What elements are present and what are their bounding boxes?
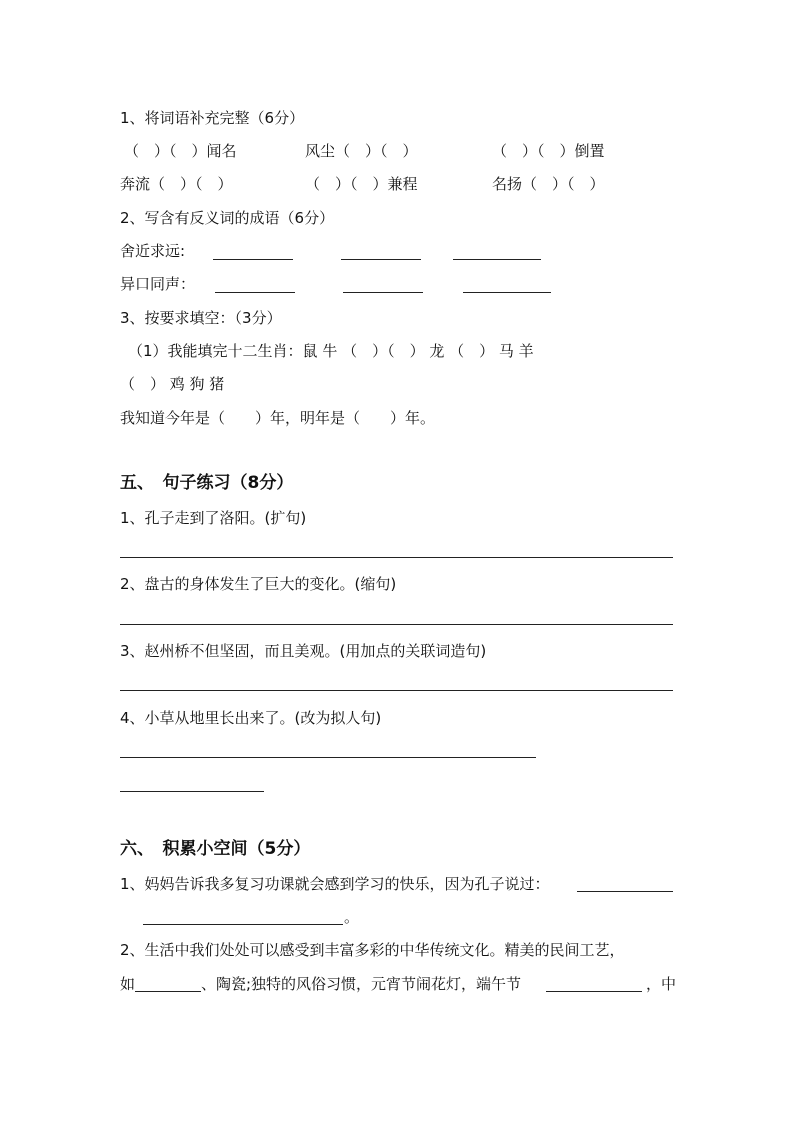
sec6-item-2-b2: 、陶瓷;独特的风俗习惯，元宵节闹花灯，端午节	[201, 975, 522, 993]
sec6-item-2-b1: 如	[120, 975, 136, 993]
q1-blank-3[interactable]: （ ）（ ）倒置	[492, 142, 605, 160]
section-5-heading: 五、 句子练习（8分）	[120, 473, 294, 493]
sec6-answer-1b[interactable]	[143, 924, 343, 925]
q2-answer-1[interactable]	[213, 259, 293, 260]
q2-answer-2[interactable]	[341, 259, 421, 260]
q2-row2-label: 异口同声：	[120, 275, 196, 293]
q3-line3: 我知道今年是（ ）年，明年是（ ）年。	[120, 409, 436, 427]
q2-answer-3[interactable]	[453, 259, 541, 260]
sec6-answer-1a[interactable]	[577, 891, 673, 892]
q1-blank-2[interactable]: 风尘（ ）（ ）	[305, 142, 418, 160]
sec6-item-1-end: 。	[344, 908, 360, 926]
q3-title: 3、按要求填空：（3分）	[120, 309, 282, 327]
sec6-answer-2a[interactable]	[135, 991, 201, 992]
q1-blank-5[interactable]: （ ）（ ）兼程	[305, 175, 418, 193]
q2-title: 2、写含有反义词的成语（6分）	[120, 209, 335, 227]
section-6-heading: 六、 积累小空间（5分）	[120, 839, 311, 859]
sec5-answer-2[interactable]	[120, 624, 673, 625]
sec6-item-2: 2、生活中我们处处可以感受到丰富多彩的中华传统文化。精美的民间工艺，	[120, 941, 625, 959]
q2-answer-5[interactable]	[343, 292, 423, 293]
sec5-item-3: 3、赵州桥不但坚固，而且美观。(用加点的关联词造句)	[120, 642, 487, 660]
sec5-item-1: 1、孔子走到了洛阳。(扩句)	[120, 509, 307, 527]
q2-answer-6[interactable]	[463, 292, 551, 293]
q1-blank-6[interactable]: 名扬（ ）（ ）	[492, 175, 605, 193]
q2-row1-label: 舍近求远:	[120, 242, 186, 260]
sec5-answer-4a[interactable]	[120, 757, 536, 758]
q3-line2: （ ） 鸡 狗 猪	[120, 375, 225, 393]
sec6-answer-2b[interactable]	[546, 991, 642, 992]
q3-line1: （1）我能填完十二生肖：鼠 牛 （ ）（ ） 龙 （ ） 马 羊	[128, 342, 534, 360]
sec5-answer-4b[interactable]	[120, 791, 264, 792]
sec5-answer-3[interactable]	[120, 690, 673, 691]
sec5-answer-1[interactable]	[120, 557, 673, 558]
q1-blank-4[interactable]: 奔流（ ）（ ）	[120, 175, 233, 193]
q1-blank-1[interactable]: （ ）（ ）闻名	[124, 142, 237, 160]
sec6-item-1: 1、妈妈告诉我多复习功课就会感到学习的快乐，因为孔子说过：	[120, 875, 550, 893]
q1-title: 1、将词语补充完整（6分）	[120, 109, 305, 127]
q2-answer-4[interactable]	[215, 292, 295, 293]
sec6-item-2-b3: ，中	[646, 975, 677, 993]
sec5-item-4: 4、小草从地里长出来了。(改为拟人句)	[120, 709, 382, 727]
sec5-item-2: 2、盘古的身体发生了巨大的变化。(缩句)	[120, 575, 397, 593]
